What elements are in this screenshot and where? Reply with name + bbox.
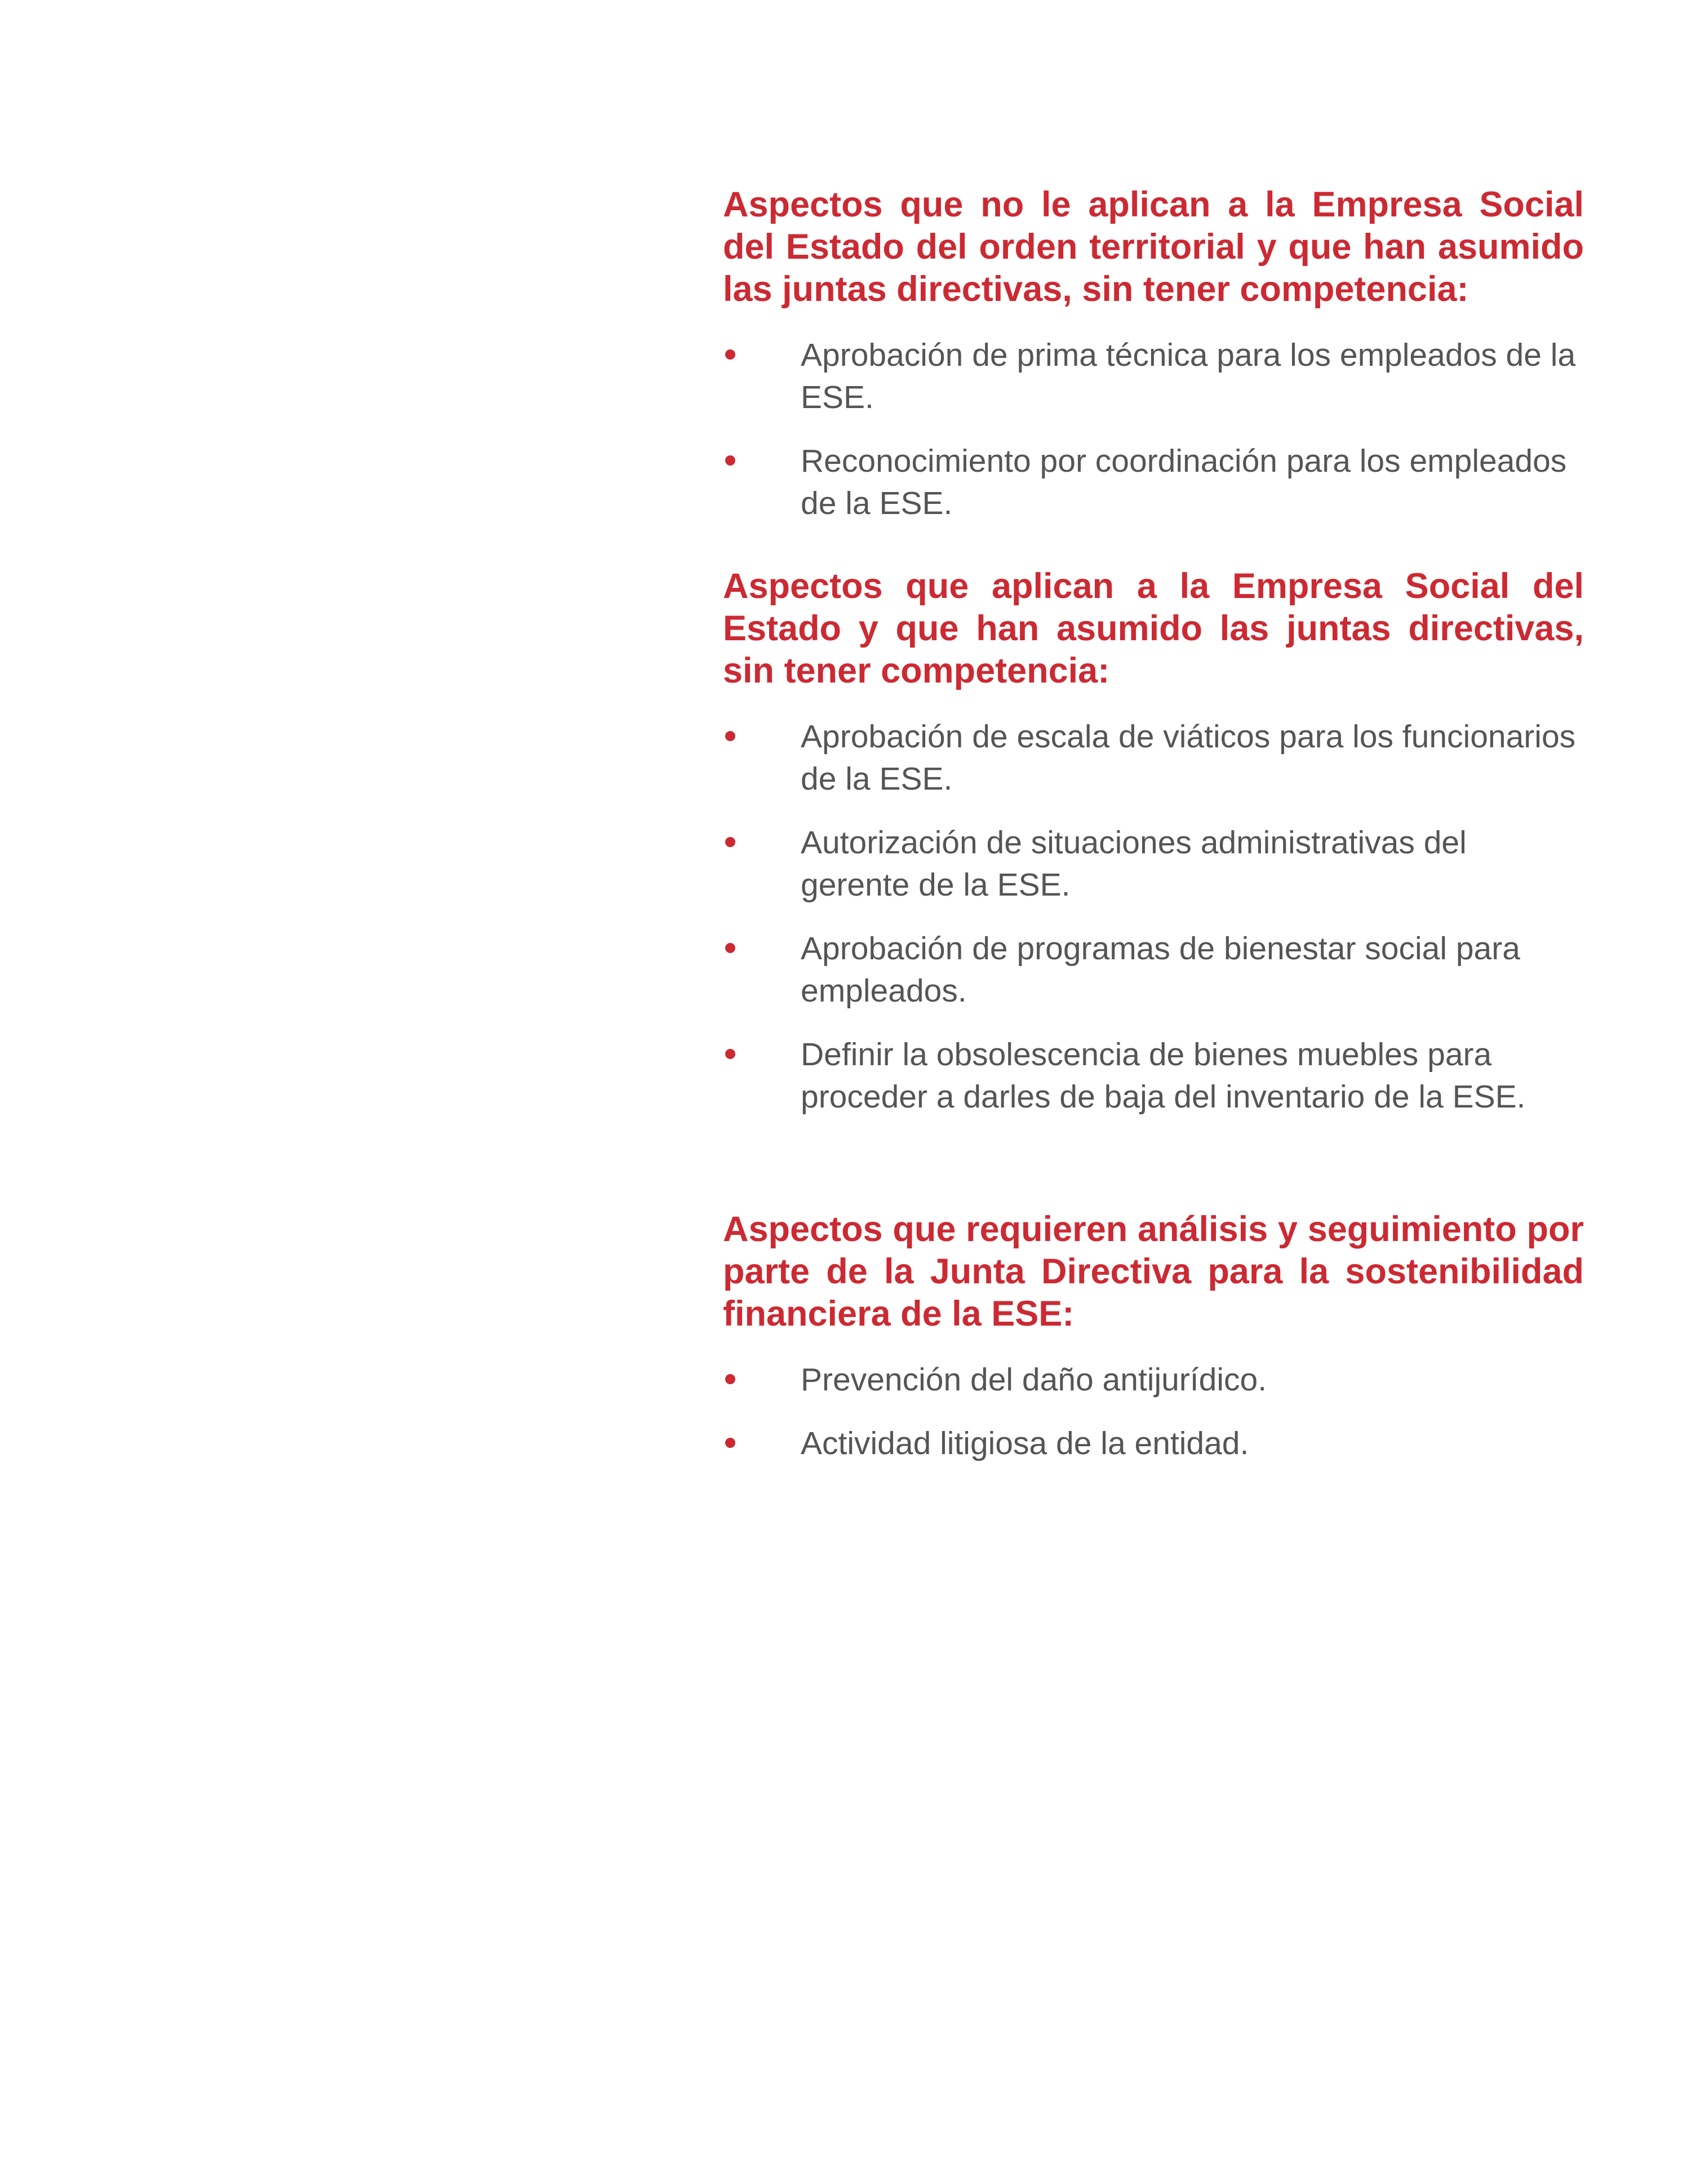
list-item-text: Actividad litigiosa de la entidad. bbox=[801, 1425, 1249, 1461]
list-item bbox=[723, 822, 1584, 906]
bullet-dot-icon bbox=[725, 731, 735, 741]
list-item-text: Definir la obsolescencia de bienes muebles para proceder a darles de baja del inventario de la ESE. bbox=[801, 1036, 1526, 1115]
list-item bbox=[723, 334, 1584, 419]
bullet-dot-icon bbox=[725, 349, 735, 360]
list-item-text: Aprobación de prima técnica para los empleados de la ESE. bbox=[801, 337, 1576, 415]
list-item-text: Prevención del daño antijurídico. bbox=[801, 1362, 1267, 1398]
list-item bbox=[723, 1034, 1584, 1118]
section-not-applicable bbox=[723, 184, 1584, 525]
section-heading: Aspectos que no le aplican a la Empresa Social del Estado del orden territorial y que han asumido las juntas directivas, sin tener competencia: bbox=[723, 185, 1584, 309]
section-applicable bbox=[723, 565, 1584, 1118]
bullet-dot-icon bbox=[725, 1049, 735, 1059]
content-column bbox=[723, 184, 1584, 1465]
list-item bbox=[723, 440, 1584, 525]
bullet-list bbox=[723, 1359, 1584, 1465]
section-heading: Aspectos que requieren análisis y seguimiento por parte de la Junta Directiva para la sostenibilidad financiera de la ESE: bbox=[723, 1210, 1584, 1334]
section-analysis-followup bbox=[723, 1208, 1584, 1465]
list-item bbox=[723, 716, 1584, 800]
bullet-dot-icon bbox=[725, 837, 735, 847]
list-item-text: Reconocimiento por coordinación para los empleados de la ESE. bbox=[801, 443, 1567, 521]
bullet-dot-icon bbox=[725, 943, 735, 953]
list-item-text: Aprobación de programas de bienestar social para empleados. bbox=[801, 931, 1520, 1009]
list-item bbox=[723, 1423, 1584, 1465]
bullet-dot-icon bbox=[725, 1438, 735, 1448]
list-item-text: Autorización de situaciones administrativas del gerente de la ESE. bbox=[801, 825, 1467, 903]
list-item-text: Aprobación de escala de viáticos para los funcionarios de la ESE. bbox=[801, 719, 1576, 797]
bullet-list bbox=[723, 334, 1584, 525]
section-heading: Aspectos que aplican a la Empresa Social del Estado y que han asumido las juntas directivas, sin tener competencia: bbox=[723, 566, 1584, 690]
bullet-dot-icon bbox=[725, 455, 735, 466]
list-item bbox=[723, 1359, 1584, 1401]
bullet-list bbox=[723, 716, 1584, 1118]
bullet-dot-icon bbox=[725, 1374, 735, 1384]
list-item bbox=[723, 928, 1584, 1012]
